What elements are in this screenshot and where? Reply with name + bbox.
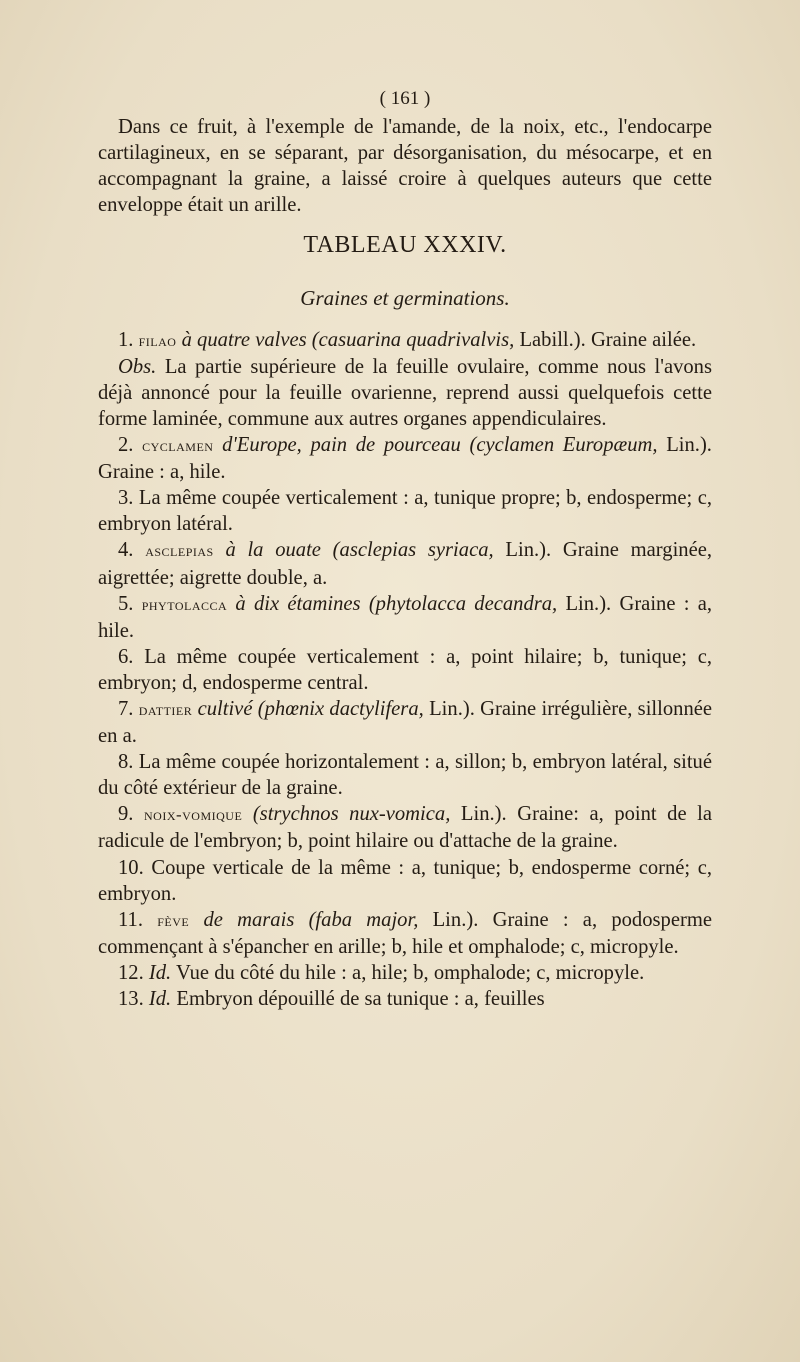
entry-number: 4. — [118, 539, 134, 562]
entry-description: Vue du côté du hile : a, hile; b, omphalode; c, micropyle. — [176, 961, 645, 984]
entry-description: Labill.). Graine ailée. — [519, 328, 697, 351]
entry-latin-name: d'Europe, pain de pourceau (cyclamen Europæum, — [222, 434, 658, 457]
entry-common-name: cyclamen — [142, 436, 214, 456]
plate-title: TABLEAU XXXIV. — [303, 232, 507, 259]
entry-common-name: filao — [138, 330, 177, 350]
entry-item — [98, 537, 712, 590]
entry-number: 12. — [118, 961, 144, 984]
entry-number: 5. — [118, 592, 134, 615]
entry-item — [98, 960, 712, 986]
entry-description: Lin.). Graine irrégulière, sillonnée en a. — [98, 697, 713, 748]
entry-common-name: noix-vomique — [144, 805, 243, 825]
entry-latin-name: à quatre valves (casuarina quadrivalvis, — [181, 328, 515, 351]
entry-number: 10. — [118, 856, 144, 879]
entry-number: 9. — [118, 803, 134, 826]
entry-latin-name: de marais (faba major, — [203, 908, 419, 931]
entry-common-name: asclepias — [145, 541, 214, 561]
entry-latin-name: cultivé (phœnix dactylifera, — [197, 697, 424, 720]
intro-paragraph: Dans ce fruit, à l'exemple de l'amande, de la noix, etc., l'endocarpe cartilagineux, en se séparant, par désorganisation, du mésocarpe, et en accompagnant la graine, a laissé croire à quelques auteurs que cette enveloppe était un arille. — [98, 116, 712, 217]
entry-number: 1. — [118, 328, 134, 351]
entry-item — [98, 327, 712, 354]
entry-number: 11. — [118, 908, 143, 931]
entry-item — [98, 591, 712, 644]
entry-description: La même coupée horizontalement : a, sillon; b, embryon latéral, situé du côté extérieur de la graine. — [98, 751, 712, 800]
entry-description: Lin.). Graine marginée, aigrettée; aigrette double, a. — [98, 539, 713, 589]
entry-description: La même coupée verticalement : a, point hilaire; b, tunique; c, embryon; d, endosperme central. — [98, 645, 712, 694]
page-number: ( 161 ) — [379, 88, 431, 109]
entry-description: Lin.). Graine : a, podosperme commençant à s'épancher en arille; b, hile et omphalode; c, micropyle. — [98, 908, 712, 958]
entry-common-name: phytolacca — [141, 594, 228, 614]
entry-item — [98, 485, 712, 537]
entry-number: 13. — [118, 988, 144, 1010]
entry-item — [98, 644, 712, 696]
entry-description: Coupe verticale de la même : a, tunique; b, endosperme corné; c, embryon. — [98, 856, 713, 905]
entry-common-name: dattier — [138, 699, 193, 719]
entry-latin-name: (strychnos nux-vomica, — [252, 803, 451, 826]
entry-item — [98, 354, 712, 432]
plate-subtitle: Graines et germinations. — [300, 285, 510, 310]
entry-latin-name: à dix étamines (phytolacca decandra, — [235, 592, 558, 615]
entry-description: Lin.). Graine : a, hile. — [98, 592, 712, 642]
page-text — [98, 86, 712, 1012]
entry-item — [98, 907, 712, 960]
entry-number: 6. — [118, 645, 134, 668]
entry-common-name: fève — [157, 910, 190, 930]
entry-latin-name: à la ouate (asclepias syriaca, — [225, 539, 494, 562]
entry-item — [98, 432, 712, 485]
entry-item — [98, 696, 712, 749]
entry-number: 8. — [118, 751, 134, 774]
entry-number: 7. — [118, 697, 134, 720]
entry-description: Lin.). Graine : a, hile. — [98, 434, 712, 484]
entry-description: La même coupée verticalement : a, tunique propre; b, endosperme; c, embryon latéral. — [98, 487, 712, 536]
entry-number: 2. — [118, 434, 134, 457]
entry-item — [98, 855, 712, 907]
entry-item — [98, 986, 712, 1012]
entries-list — [98, 327, 712, 1012]
entry-number: 3. — [118, 487, 134, 510]
entry-description: Embryon dépouillé de sa tunique : a, feuilles — [176, 988, 545, 1010]
entry-item — [98, 749, 712, 801]
entry-latin-name: Id. — [148, 961, 172, 984]
entry-latin-name: Obs. — [118, 355, 157, 378]
entry-latin-name: Id. — [148, 988, 172, 1010]
entry-description: La partie supérieure de la feuille ovulaire, comme nous l'avons déjà annoncé pour la feuille ovarienne, reprend aussi quelquefois cette forme laminée, commune aux autres organes appendiculaires. — [98, 355, 712, 430]
entry-description: Lin.). Graine: a, point de la radicule de l'embryon; b, point hilaire ou d'attache de la graine. — [98, 803, 713, 853]
entry-item — [98, 801, 712, 854]
